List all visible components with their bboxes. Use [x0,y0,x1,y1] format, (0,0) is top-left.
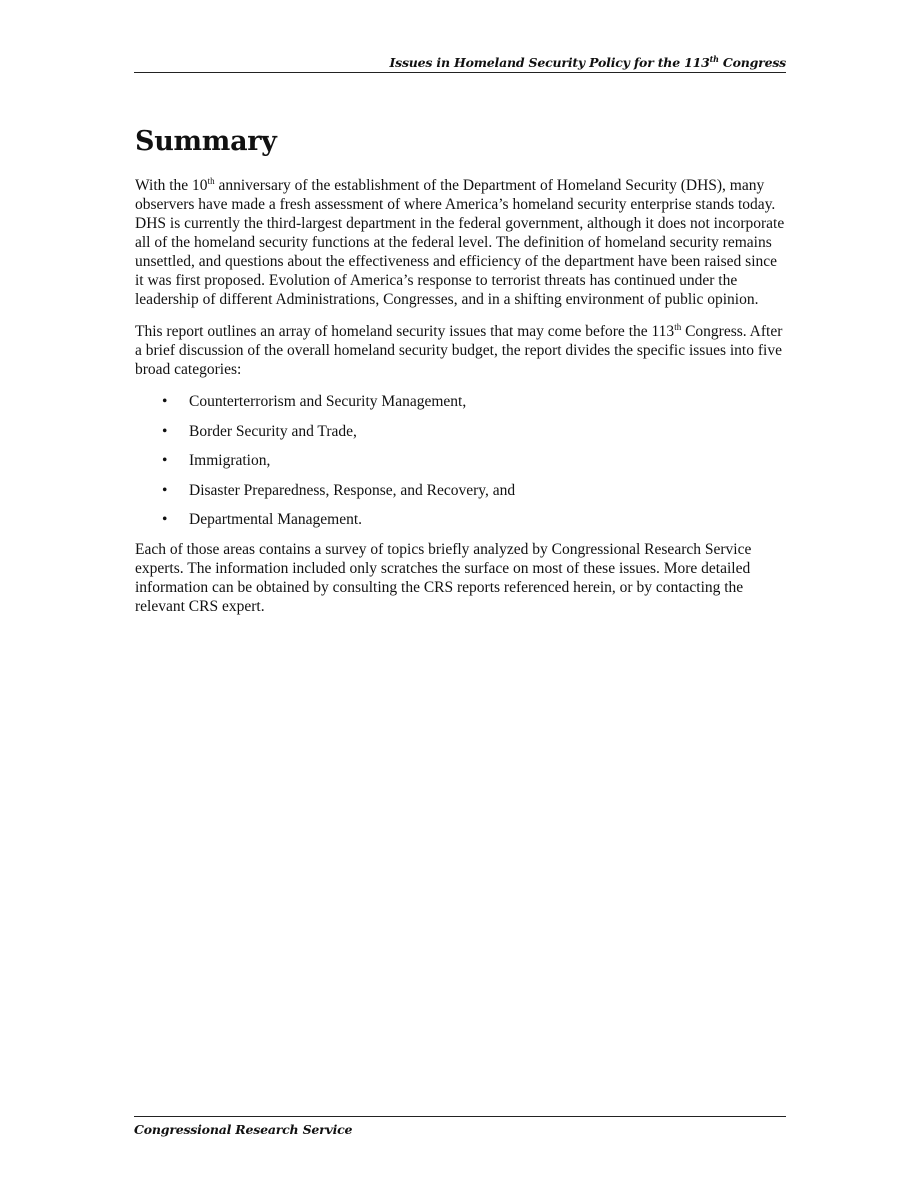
category-list [135,392,787,529]
bullet-icon: • [162,393,168,410]
bullet-icon: • [162,511,168,528]
summary-paragraph-3: Each of those areas contains a survey of topics briefly analyzed by Congressional Research Service experts. The information included only scratches the surface on most of these issues. More detailed information can be obtained by consulting the CRS reports referenced herein, or by contacting the relevant CRS expert. [135,541,752,615]
category-label: Departmental Management. [189,511,363,528]
paragraph-1-rest: anniversary of the establishment of the Department of Homeland Security (DHS), many observers have made a fresh assessment of where America’s homeland security enterprise stands today. DHS is currently the third-largest department in the federal government, although it does not incorporate all of the homeland security functions at the federal level. The definition of homeland security remains unsettled, and questions about the effectiveness and efficiency of the department have been raised since it was first proposed. Evolution of America’s response to terrorist threats has continued under the leadership of different Administrations, Congresses, and in a shifting environment of public opinion. [135,177,785,308]
category-label: Disaster Preparedness, Response, and Recovery, and [189,481,516,499]
category-label: Counterterrorism and Security Management, [189,393,467,410]
running-header-title: Issues in Homeland Security Policy for the 113 [389,55,710,70]
bullet-icon: • [162,481,168,499]
list-item [135,510,787,529]
footer-organization: Congressional Research Service [134,1122,353,1137]
list-item [135,451,787,470]
running-footer [134,1116,786,1139]
category-label: Border Security and Trade, [189,422,357,440]
bullet-icon: • [162,452,168,469]
paragraph-1-superscript: th [207,175,215,186]
page-title: Summary [135,126,277,157]
bullet-icon: • [162,422,168,440]
running-header [134,54,786,73]
summary-paragraph-1 [135,176,787,309]
running-header-title-end: Congress [718,55,786,70]
category-label: Immigration, [189,452,271,469]
paragraph-2-rest: Congress. After a brief discussion of the overall homeland security budget, the report divides the specific issues into five broad categories: [135,323,783,378]
running-header-superscript: th [709,53,719,64]
list-item [135,422,787,441]
list-item [135,392,787,411]
list-item [135,481,787,500]
paragraph-2-superscript: th [674,321,682,332]
summary-body [135,176,787,629]
paragraph-1-lead: With the 10 [135,177,208,194]
paragraph-2-lead: This report outlines an array of homeland security issues that may come before the 113 [135,323,675,340]
summary-paragraph-2 [135,322,787,379]
